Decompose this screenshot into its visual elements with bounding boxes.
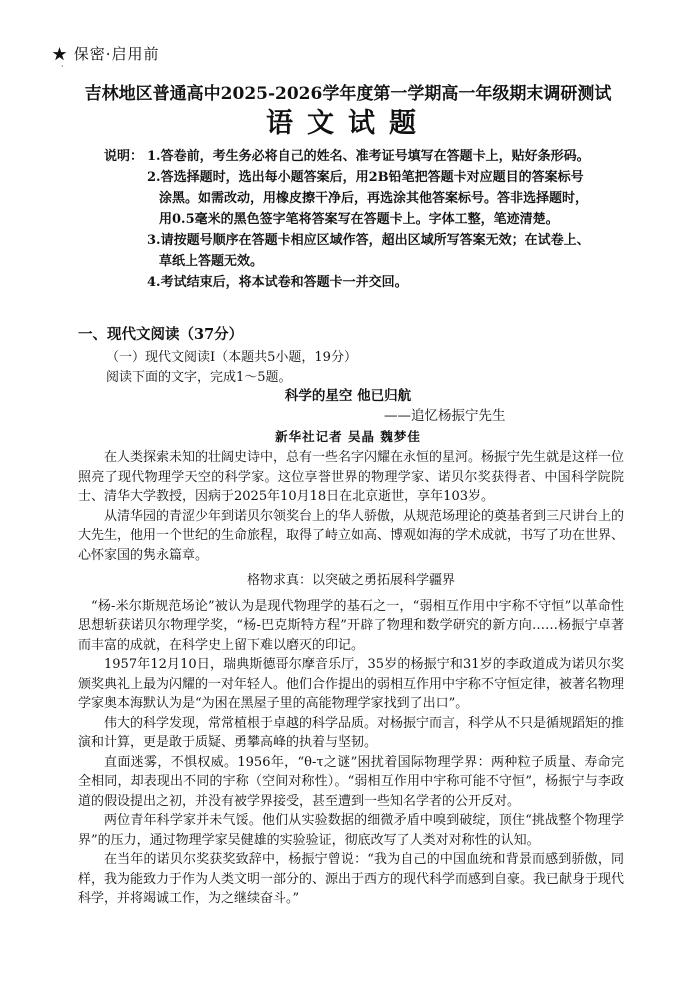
instruction-item: 2.答选择题时，选出每小题答案后，用2B铅笔把答题卡对应题目的答案标号 <box>147 170 584 185</box>
article-paragraph: 两位青年科学家并未气馁。他们从实验数据的细微矛盾中嗅到破绽，顶住“挑战整个物理学界”的压力，通过物理学家吴健雄的实验验证，彻底改写了人类对对称性的认知。 <box>78 813 624 848</box>
instruction-item: 3.请按题号顺序在答题卡相应区域作答，超出区域所写答案无效；在试卷上、 <box>147 233 590 248</box>
header-dot: · <box>61 62 64 71</box>
instructions-block <box>104 146 624 293</box>
instruction-item-continued: 涂黑。如需改动，用橡皮擦干净后，再选涂其他答案标号。答非选择题时， <box>159 191 589 206</box>
article-subtitle: ——追忆杨振宁先生 <box>384 408 506 424</box>
subsection-heading: （一）现代文阅读Ⅰ（本题共5小题，19分） <box>106 350 357 365</box>
article-paragraph: 直面迷雾，不惧权威。1956年，“θ-τ之谜”困扰着国际物理学界：两种粒子质量、寿命完全相同，却表现出不同的宇称（空间对称性）。“弱相互作用中宇称可能不守恒”，杨振宁与李政道的假设提出之初，并没有被学界接受，甚至遭到一些知名学者的公开反对。 <box>78 754 624 809</box>
article-section-heading: 格物求真：以突破之勇拓展科学疆界 <box>246 573 455 588</box>
article-paragraph: 在人类探索未知的壮阔史诗中，总有一些名字闪耀在永恒的星河。杨振宁先生就是这样一位照亮了现代物理学天空的科学家。这位享誉世界的物理学家、诺贝尔奖获得者、中国科学院院士、清华大学教授，因病于2025年10月18日在北京逝世，享年103岁。 <box>78 450 625 504</box>
article-title: 科学的星空 他已归航 <box>284 388 412 404</box>
article-paragraph: 伟大的科学发现，常常植根于卓越的科学品质。对杨振宁而言，科学从不只是循规蹈矩的推演和计算，更是敢于质疑、勇攀高峰的执着与坚韧。 <box>78 715 625 750</box>
article-paragraph: 从清华园的青涩少年到诺贝尔领奖台上的华人骄傲，从规范场理论的奠基者到三尺讲台上的大先生，他用一个世纪的生命旅程，取得了峙立如高、博观如海的学术成就，书写了功在世界、心怀家国的隽永篇章。 <box>78 508 625 563</box>
instructions-label: 说明： <box>104 149 144 164</box>
instruction-item-continued: 草纸上答题无效。 <box>159 254 264 269</box>
exam-title: 吉林地区普通高中2025-2026学年度第一学期高一年级期末调研测试 <box>84 84 612 104</box>
article-paragraph: “杨-米尔斯规范场论”被认为是现代物理学的基石之一，“弱相互作用中宇称不守恒”以革命性思想斩获诺贝尔物理学奖，“杨-巴克斯特方程”开辟了物理和数学研究的新方向……杨振宁卓著而丰富的成就，在科学史上留下难以磨灭的印记。 <box>78 598 624 653</box>
section-heading: 一、现代文阅读（37分） <box>78 326 244 343</box>
article-byline: 新华社记者 吴晶 魏梦佳 <box>275 429 421 444</box>
subject-title: 语文试题 <box>266 108 430 139</box>
instruction-item-continued: 用0.5毫米的黑色签字笔将答案写在答题卡上。字体工整，笔迹清楚。 <box>159 212 559 227</box>
confidential-mark: ★ 保密·启用前 <box>52 45 160 63</box>
reading-instruction: 阅读下面的文字，完成1～5题。 <box>106 370 292 385</box>
instruction-item: 1.答卷前，考生务必将自己的姓名、准考证号填写在答题卡上，贴好条形码。 <box>147 149 590 164</box>
article-paragraph: 在当年的诺贝尔奖获奖致辞中，杨振宁曾说：“我为自己的中国血统和背景而感到骄傲，同样，我为能致力于作为人类文明一部分的、源出于西方的现代科学而感到自豪。我已献身于现代科学，并将竭诚工作，为之继续奋斗。” <box>78 852 625 906</box>
instruction-item: 4.考试结束后，将本试卷和答题卡一并交回。 <box>147 275 408 290</box>
article-body <box>78 448 624 909</box>
article-paragraph: 1957年12月10日，瑞典斯德哥尔摩音乐厅，35岁的杨振宁和31岁的李政道成为诺贝尔奖颁奖典礼上最为闪耀的一对年轻人。他们合作提出的弱相互作用中宇称不守恒定律，被著名物理学家奥本海默认为是“为困在黑屋子里的高能物理学家找到了出口”。 <box>78 657 625 711</box>
